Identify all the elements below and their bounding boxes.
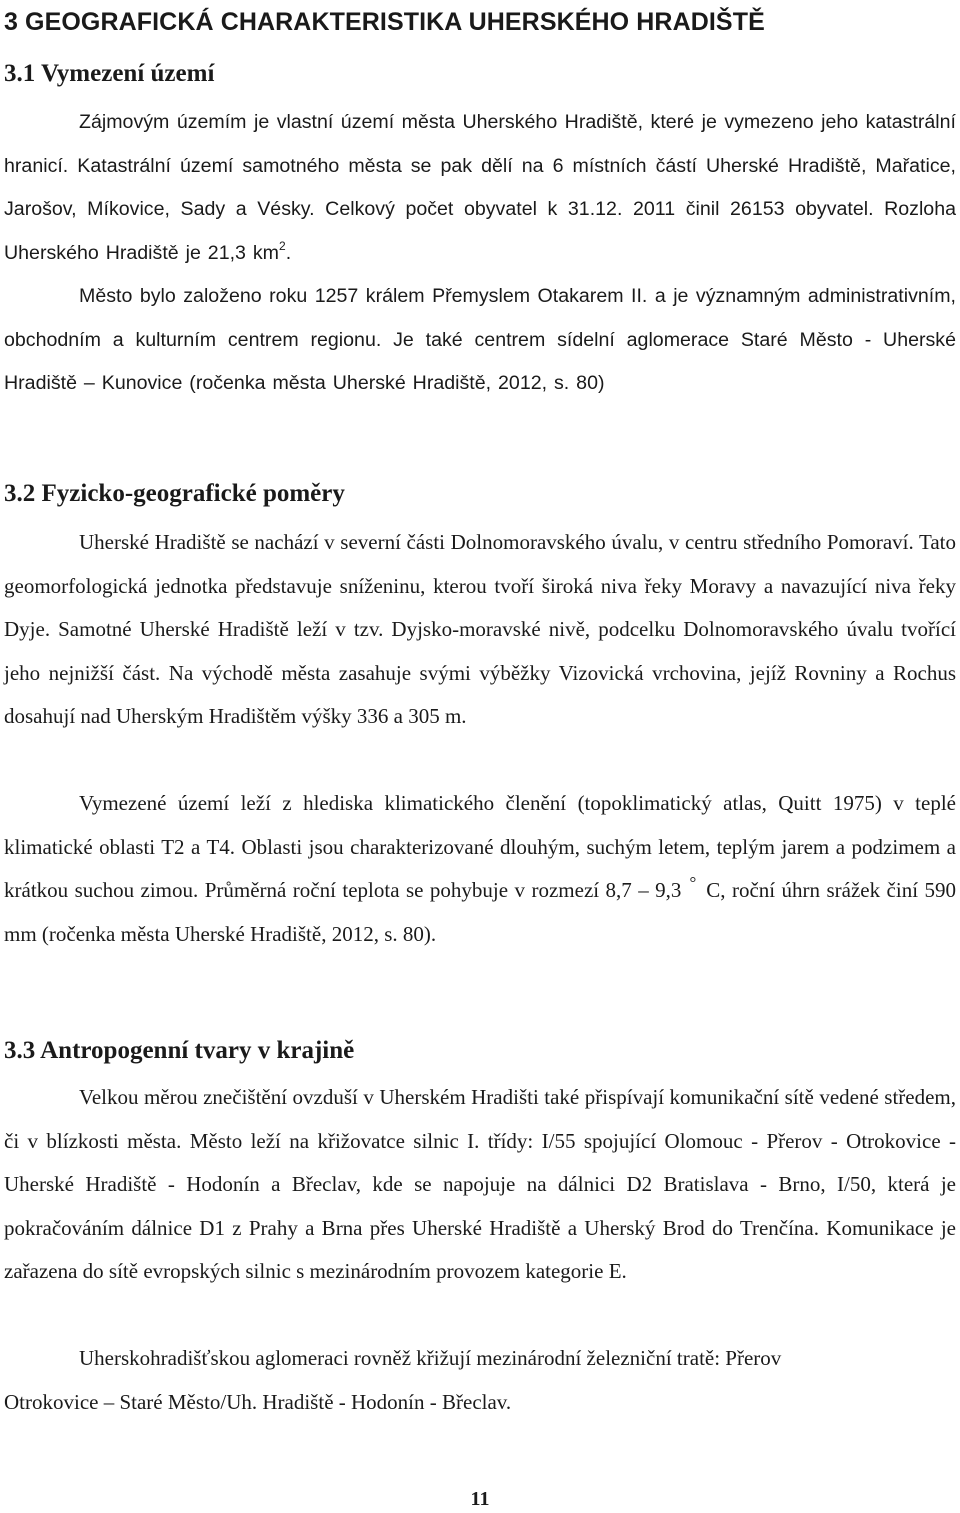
paragraph-3-3-roads: Velkou měrou znečištění ovzduší v Uherském Hradišti také přispívají komunikační sítě vedené středem, či v blízkosti města. Město leží na křižovatce silnic I. třídy: I/55 spojující Olomouc - Přerov - Otrokovice - Uherské Hradiště - Hodonín a Břeclav, kde se napojuje na dálnici D2 Bratislava - Brno, I/50, která je pokračováním dálnice D1 z Prahy a Brna přes Uherské Hradiště a Uherský Brod do Trenčína. Komunikace je zařazena do sítě evropských silnic s mezinárodním provozem kategorie E. <box>4 1085 956 1284</box>
degree-sign: ° <box>689 873 697 893</box>
section-heading-3-2: 3.2 Fyzicko-geografické poměry <box>4 480 345 507</box>
paragraph-text-end: . <box>285 241 292 264</box>
paragraph-3-1-city: Město bylo založeno roku 1257 králem Přemyslem Otakarem II. a je významným administrativním, obchodním a kulturním centrem regionu. Je také centrem sídelní aglomerace Staré Město - Uherské Hradiště – Kunovice (ročenka města Uherské Hradiště, 2012, s. 80) <box>4 285 956 395</box>
section-heading-3-1: 3.1 Vymezení území <box>4 60 215 87</box>
paragraph-3-3-railways-line1: Uherskohradišťskou aglomeraci rovněž křižují mezinárodní železniční tratě: Přerov <box>79 1346 782 1370</box>
paragraph-text: Vymezené území leží z hlediska klimatického členění (topoklimatický atlas, Quitt 1975) v teplé klimatické oblasti T2 a T4. Oblasti jsou charakterizované dlouhým, suchým letem, teplým jarem a podzimem a krátkou suchou zimou. Průměrná roční teplota se pohybuje v rozmezí 8,7 – 9,3 <box>4 791 956 903</box>
superscript-2: 2 <box>279 238 286 253</box>
paragraph-3-2-climate <box>4 782 956 956</box>
paragraph-text-end: C, roční úhrn srážek činí 590 mm (ročenka města Uherské Hradiště, 2012, s. 80). <box>4 878 956 946</box>
paragraph-text: Zájmovým územím je vlastní území města Uherského Hradiště, které je vymezeno jeho katastrální hranicí. Katastrální území samotného města se pak dělí na 6 místních částí Uherské Hradiště, Mařatice, Jarošov, Míkovice, Sady a Vésky. Celkový počet obyvatel k 31.12. 2011 činil 26153 obyvatel. Rozloha Uherského Hradiště je 21,3 km <box>4 111 956 264</box>
chapter-title: 3 GEOGRAFICKÁ CHARAKTERISTIKA UHERSKÉHO HRADIŠTĚ <box>4 8 765 36</box>
section-heading-3-3: 3.3 Antropogenní tvary v krajině <box>4 1037 355 1064</box>
paragraph-3-1-territory <box>4 101 956 275</box>
page-number: 11 <box>470 1488 490 1510</box>
paragraph-3-2-geomorphology: Uherské Hradiště se nachází v severní části Dolnomoravského úvalu, v centru středního Pomoraví. Tato geomorfologická jednotka představuje sníženinu, kterou tvoří široká niva řeky Moravy a navazující niva řeky Dyje. Samotné Uherské Hradiště leží v tzv. Dyjsko-moravské nivě, podcelku Dolnomoravského úvalu tvořící jeho nejnižší část. Na východě města zasahuje svými výběžky Vizovická vrchovina, jejíž Rovniny a Rochus dosahují nad Uherským Hradištěm výšky 336 a 305 m. <box>4 530 956 729</box>
paragraph-3-3-railways-line2: Otrokovice – Staré Město/Uh. Hradiště - Hodonín - Břeclav. <box>4 1390 512 1414</box>
